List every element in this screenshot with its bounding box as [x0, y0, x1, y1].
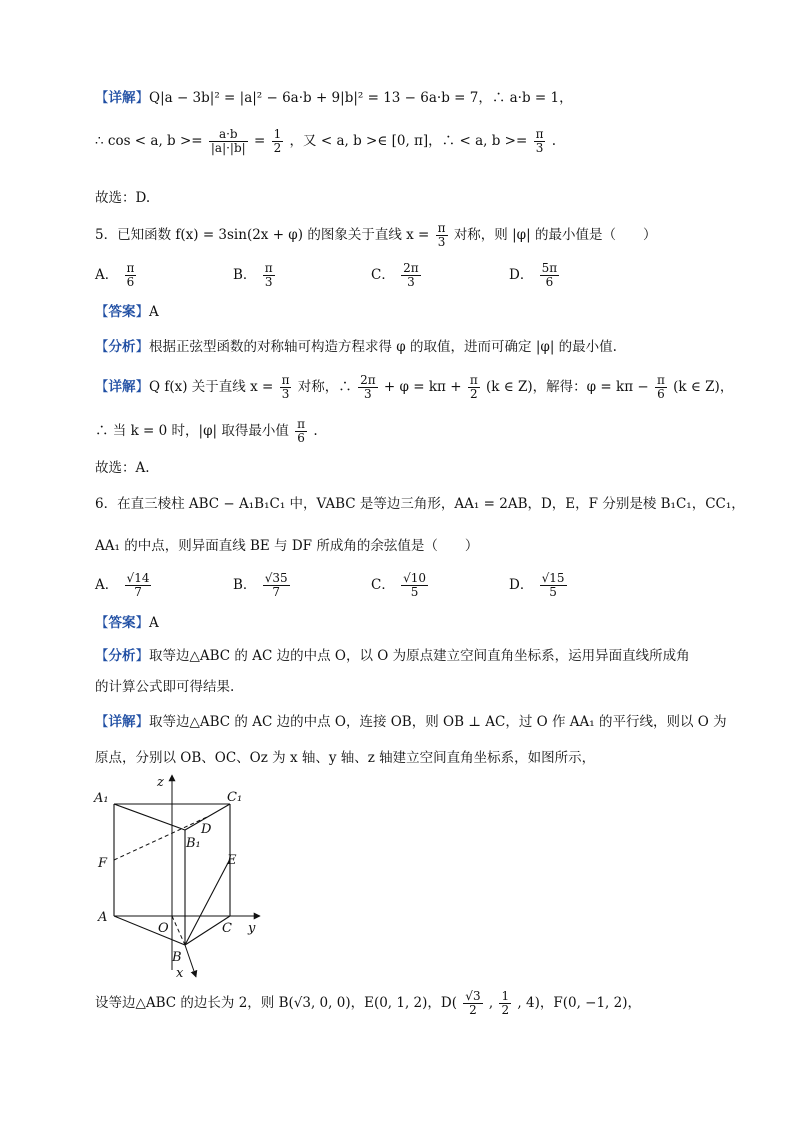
- q4-detail-text2b: =: [254, 133, 270, 150]
- q4-detail-text2c: ，又 < a, b >∈ [0, π]，∴ < a, b >=: [289, 133, 532, 150]
- q5-detail-c: + φ = kπ +: [383, 379, 466, 396]
- q6-analysis-label: 分析: [108, 648, 136, 664]
- q4-detail-line2: [95, 128, 556, 155]
- q5-choice: 故选：A.: [95, 460, 150, 476]
- q6-option-a-label: A．: [95, 577, 119, 594]
- q6-coord-b: ,: [488, 995, 498, 1012]
- q6-option-b-label: B．: [233, 577, 257, 594]
- q5-answer-label: 答案: [108, 304, 136, 320]
- label-y: y: [248, 921, 256, 936]
- q6-stem-line2: AA₁ 的中点，则异面直线 BE 与 DF 所成角的余弦值是（ ）: [95, 538, 479, 554]
- q5-option-a: [95, 262, 138, 289]
- q6-stem-line1: 6．在直三棱柱 ABC − A₁B₁C₁ 中，VABC 是等边三角形，AA₁ = 2AB，D，E，F 分别是棱 B₁C₁，CC₁，: [95, 496, 745, 512]
- label-d: D: [201, 822, 212, 837]
- q5-analysis-label: 分析: [108, 339, 136, 355]
- label-c1: C₁: [227, 790, 243, 805]
- label-a1: A₁: [94, 791, 109, 806]
- q5-detail-d: (k ∈ Z)，解得：φ = kπ −: [486, 379, 653, 396]
- q6-coord-a: 设等边△ABC 的边长为 2，则 B(√3, 0, 0)，E(0, 1, 2)，D(: [95, 995, 457, 1012]
- prism-figure: [90, 770, 290, 985]
- q4-frac-answer: $\frac{\pi}{3}$: [535, 127, 544, 156]
- q5-detail2-a: ∴ 当 k = 0 时，|φ| 取得最小值: [95, 423, 294, 440]
- label-c: C: [222, 921, 232, 936]
- q6-option-b: [233, 572, 292, 599]
- q4-frac-ab: $\frac{a\cdot b}{|a|\cdot|b|}$: [210, 127, 246, 156]
- q6-option-d-label: D．: [509, 577, 534, 594]
- q6-detail-label: 详解: [108, 714, 136, 730]
- q6-analysis-line2: 的计算公式即可得结果.: [95, 679, 235, 695]
- q4-detail-text1: Q|a − 3b|² = |a|² − 6a·b + 9|b|² = 13 − 6a·b = 7，∴ a·b = 1，: [149, 90, 573, 106]
- q6-analysis-text1: 取等边△ABC 的 AC 边的中点 O，以 O 为原点建立空间直角坐标系，运用异面直线所成角: [149, 648, 690, 664]
- q4-detail-text2a: ∴ cos < a, b >=: [95, 133, 207, 150]
- q6-option-a: [95, 572, 153, 599]
- q4-detail-line1: 【详解】Q|a − 3b|² = |a|² − 6a·b + 9|b|² = 13 − 6a·b = 7，∴ a·b = 1，: [95, 90, 573, 106]
- label-b: B: [172, 950, 182, 965]
- q5-detail: 【详解】Q f(x) 关于直线 x = $\frac{\pi}{3}$ 对称，∴ $\frac{2\pi}{3}$ + φ = kπ + $\frac{\pi}{2}$ (k ∈ Z)，解得：φ = kπ − $\frac{\pi}{6}$ (k ∈ Z)，: [95, 373, 734, 402]
- q5-option-c: [371, 262, 423, 289]
- q4-detail-text2d: .: [551, 133, 557, 150]
- q6-option-c-label: C．: [371, 577, 395, 594]
- q6-option-d-frac: $\frac{√15}{5}$: [541, 571, 565, 600]
- q5-stem-frac: $\frac{\pi}{3}$: [437, 221, 446, 250]
- q4-detail-label: 详解: [108, 90, 136, 106]
- q6-option-d: [509, 572, 569, 599]
- edge-a-b: [114, 916, 185, 945]
- q5-detail-frac4: $\frac{\pi}{6}$: [656, 373, 665, 402]
- q5-option-c-label: C．: [371, 267, 395, 284]
- q5-stem-a: 5．已知函数 f(x) = 3sin(2x + φ) 的图象关于直线 x =: [95, 227, 434, 244]
- q5-answer-value: A: [149, 304, 159, 320]
- q6-detail-line1: 【详解】取等边△ABC 的 AC 边的中点 O，连接 OB，则 OB ⊥ AC，过 O 作 AA₁ 的平行线，则以 O 为: [95, 714, 727, 730]
- q6-answer-label: 答案: [108, 615, 136, 631]
- q5-detail-frac3: $\frac{\pi}{2}$: [469, 373, 478, 402]
- q5-option-b: [233, 262, 277, 289]
- q5-option-d: [509, 262, 561, 289]
- q5-stem: [95, 222, 656, 249]
- q6-detail-text1: 取等边△ABC 的 AC 边的中点 O，连接 OB，则 OB ⊥ AC，过 O 作 AA₁ 的平行线，则以 O 为: [149, 714, 727, 730]
- q5-detail-b: 对称，∴: [297, 379, 357, 396]
- q5-option-b-frac: $\frac{\pi}{3}$: [264, 261, 273, 290]
- q6-detail-line2: 原点，分别以 OB、OC、Oz 为 x 轴、y 轴、z 轴建立空间直角坐标系，如图所示，: [95, 750, 596, 766]
- label-z: z: [157, 775, 164, 790]
- q5-answer: 【答案】A: [95, 304, 159, 320]
- edge-a1-b1: [114, 804, 185, 830]
- q5-detail-frac2: $\frac{2\pi}{3}$: [360, 373, 376, 402]
- q6-option-a-frac: $\frac{√14}{7}$: [126, 571, 150, 600]
- q5-option-b-label: B．: [233, 267, 257, 284]
- q6-coordinates-line: [95, 990, 641, 1017]
- label-e: E: [227, 853, 237, 868]
- q5-detail-label: 详解: [108, 379, 136, 396]
- q6-option-b-frac: $\frac{√35}{7}$: [264, 571, 288, 600]
- q5-option-a-label: A．: [95, 267, 119, 284]
- q6-analysis-line1: 【分析】取等边△ABC 的 AC 边的中点 O，以 O 为原点建立空间直角坐标系，运用异面直线所成角: [95, 648, 690, 664]
- q6-coord-c: , 4)，F(0, −1, 2)，: [517, 995, 641, 1012]
- q6-answer-value: A: [149, 615, 159, 631]
- q6-option-c: [371, 572, 430, 599]
- q5-detail2: [95, 418, 318, 445]
- q5-detail-a: Q f(x) 关于直线 x =: [149, 379, 278, 396]
- q5-detail2-frac: $\frac{\pi}{6}$: [297, 417, 306, 446]
- q4-choice: 故选：D.: [95, 190, 151, 206]
- q5-detail-e: (k ∈ Z)，: [673, 379, 734, 396]
- q6-answer: 【答案】A: [95, 615, 159, 631]
- q6-option-c-frac: $\frac{√10}{5}$: [403, 571, 427, 600]
- q5-option-d-label: D．: [509, 267, 534, 284]
- q5-option-c-frac: $\frac{2\pi}{3}$: [403, 261, 419, 290]
- label-x: x: [176, 966, 184, 981]
- q5-analysis-text: 根据正弦型函数的对称轴可构造方程求得 φ 的取值，进而可确定 |φ| 的最小值.: [149, 339, 617, 355]
- label-b1: B₁: [186, 836, 201, 851]
- q6-coord-frac1: $\frac{√3}{2}$: [465, 989, 481, 1018]
- label-o: O: [158, 921, 169, 936]
- x-axis: [185, 945, 196, 977]
- q5-option-d-frac: $\frac{5\pi}{6}$: [541, 261, 558, 290]
- label-a: A: [98, 910, 108, 925]
- q4-frac-half: $\frac{1}{2}$: [273, 127, 282, 156]
- q5-option-a-frac: $\frac{\pi}{6}$: [126, 261, 135, 290]
- q6-coord-frac2: $\frac{1}{2}$: [501, 989, 510, 1018]
- q5-detail-frac1: $\frac{\pi}{3}$: [281, 373, 290, 402]
- q5-stem-b: 对称，则 |φ| 的最小值是（ ）: [453, 227, 657, 244]
- q5-analysis: 【分析】根据正弦型函数的对称轴可构造方程求得 φ 的取值，进而可确定 |φ| 的最小值.: [95, 339, 617, 355]
- label-f: F: [98, 856, 108, 871]
- q5-detail2-b: .: [313, 423, 318, 440]
